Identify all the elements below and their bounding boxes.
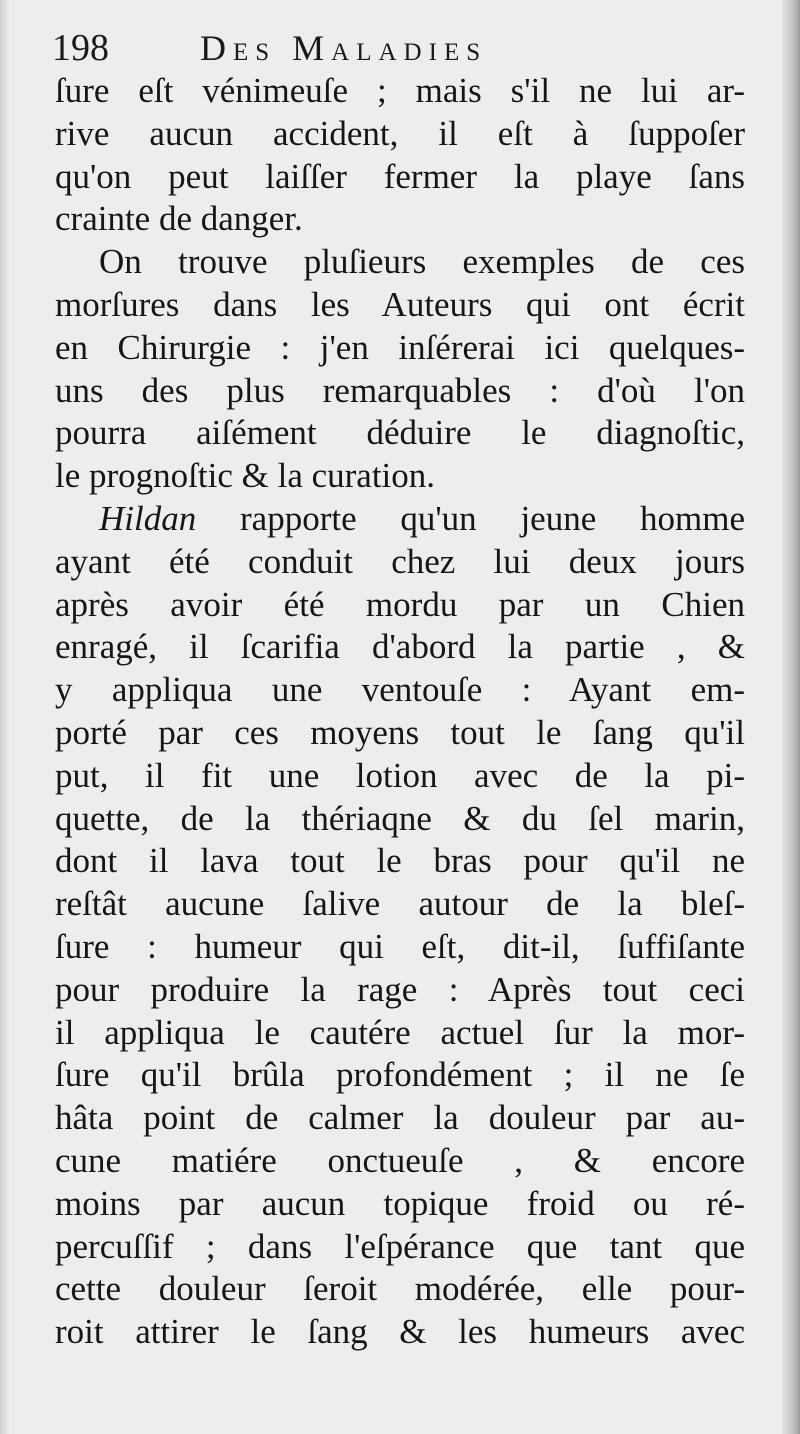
text-line: en Chirurgie : j'en inſérerai ici quelques- — [55, 327, 745, 367]
running-head — [52, 22, 752, 70]
text-line: il appliqua le cautére actuel ſur la mor- — [55, 1012, 745, 1052]
text-line: hâta point de calmer la douleur par au- — [55, 1098, 745, 1138]
text-line: enragé, il ſcarifia d'abord la partie , & — [55, 627, 745, 667]
text-line: ſure : humeur qui eſt, dit-il, ſuffiſante — [55, 926, 745, 966]
text-line: après avoir été mordu par un Chien — [55, 584, 745, 624]
page-left-edge — [0, 0, 10, 1434]
text-line: uns des plus remarquables : d'où l'on — [55, 370, 745, 410]
text-line: crainte de danger. — [55, 199, 303, 239]
author-name-hildan: Hildan — [99, 498, 197, 538]
text-line: ſure qu'il brûla profondément ; il ne ſe — [55, 1055, 745, 1095]
text-line: reſtât aucune ſalive autour de la bleſ- — [55, 884, 745, 924]
text-line: quette, de la thériaqne & du ſel marin, — [55, 798, 745, 838]
text-line: dont il lava tout le bras pour qu'il ne — [55, 841, 745, 881]
text-line: ſure eſt vénimeuſe ; mais s'il ne lui ar- — [55, 71, 745, 110]
text-line: moins par aucun topique froid ou ré- — [55, 1183, 745, 1223]
paragraph-first-line — [55, 498, 745, 541]
text-line: cune matiére onctueuſe , & encore — [55, 1140, 745, 1180]
text-line: porté par ces moyens tout le ſang qu'il — [55, 712, 745, 752]
first-line-rest: rapporte qu'un jeune homme — [196, 498, 745, 538]
text-line: pourra aiſément déduire le diagnoſtic, — [55, 413, 745, 453]
text-line: put, il fit une lotion avec de la pi- — [55, 755, 745, 795]
text-line: pour produire la rage : Après tout ceci — [55, 969, 745, 1009]
text-line: roit attirer le ſang & les humeurs avec — [55, 1312, 745, 1352]
text-line: le prognoſtic & la curation. — [55, 456, 436, 496]
text-line: ayant été conduit chez lui deux jours — [55, 541, 745, 581]
text-line: y appliqua une ventouſe : Ayant em- — [55, 670, 745, 710]
page-right-edge — [782, 0, 800, 1434]
page-number: 198 — [52, 27, 109, 69]
text-line: cette douleur ſeroit modérée, elle pour- — [55, 1269, 745, 1309]
text-line: qu'on peut laiſſer fermer la playe ſans — [55, 156, 745, 196]
text-line: percuſſif ; dans l'eſpérance que tant que — [55, 1226, 745, 1266]
paragraph-first-line: On trouve pluſieurs exemples de ces — [99, 242, 745, 282]
text-line: morſures dans les Auteurs qui ont écrit — [55, 284, 745, 324]
body-text — [55, 70, 745, 1354]
running-title: Des Maladies — [200, 28, 488, 68]
text-line: rive aucun accident, il eſt à ſuppoſer — [55, 113, 745, 153]
